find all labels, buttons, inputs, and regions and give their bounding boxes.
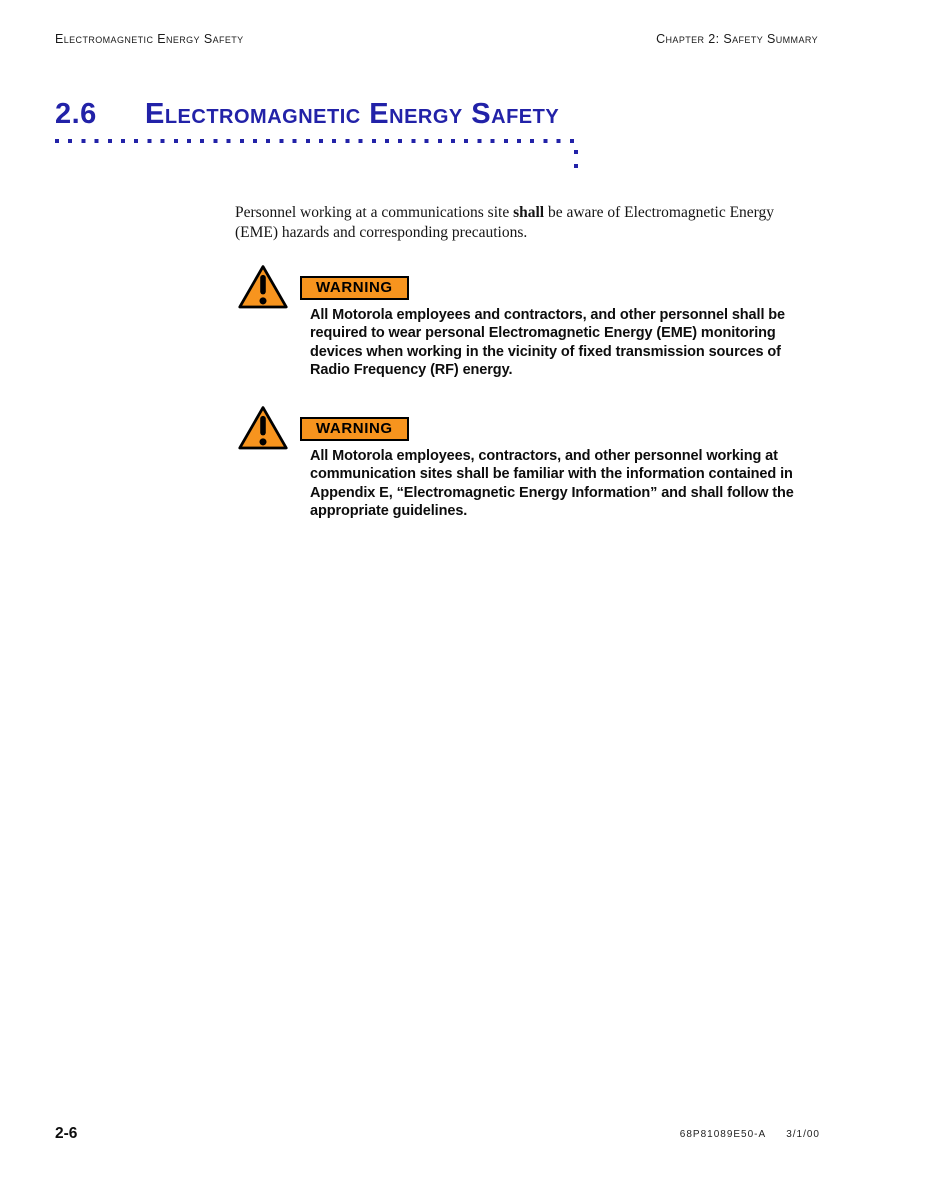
intro-line-1 [235, 203, 774, 223]
section-title: Electromagnetic Energy Safety [145, 98, 560, 130]
heading-dotted-rule-wrap [574, 150, 578, 168]
warning-triangle-icon [237, 403, 289, 453]
section-heading [55, 99, 559, 129]
footer-document-info [680, 1129, 820, 1140]
warning-banner: WARNING [300, 417, 409, 441]
warning-line: appropriate guidelines. [310, 503, 468, 520]
warning-triangle-icon [237, 262, 289, 312]
footer-date: 3/1/00 [786, 1129, 820, 1140]
warning-banner: WARNING [300, 276, 409, 300]
intro-paragraph [235, 203, 774, 243]
running-header-left: Electromagnetic Energy Safety [55, 32, 244, 46]
running-header-right: Chapter 2: Safety Summary [656, 32, 818, 46]
warning-text [310, 447, 794, 521]
section-number: 2.6 [55, 98, 97, 130]
warning-text [310, 306, 785, 380]
warning-line: Radio Frequency (RF) energy. [310, 362, 513, 379]
warning-line: Appendix E, “Electromagnetic Energy Information” and shall follow the [310, 484, 794, 501]
footer-page-number: 2-6 [55, 1125, 78, 1142]
warning-block-2 [237, 403, 857, 533]
intro-line-1-text-after: be aware of Electromagnetic Energy [544, 204, 775, 221]
warning-line: devices when working in the vicinity of fixed transmission sources of [310, 343, 781, 360]
heading-dotted-rule [55, 139, 583, 143]
intro-line-2: (EME) hazards and corresponding precautions. [235, 224, 528, 241]
warning-line: communication sites shall be familiar with the information contained in [310, 466, 793, 483]
intro-line-1-text: Personnel working at a communications site [235, 204, 514, 221]
warning-line: All Motorola employees and contractors, and other personnel shall be [310, 307, 786, 323]
warning-block-1 [237, 262, 857, 392]
intro-line-1-bold: shall [513, 204, 545, 221]
running-header [55, 32, 818, 46]
warning-line: required to wear personal Electromagnetic Energy (EME) monitoring [310, 325, 776, 342]
footer-doc-number: 68P81089E50-A [679, 1129, 767, 1140]
warning-line: All Motorola employees, contractors, and other personnel working at [310, 448, 778, 464]
